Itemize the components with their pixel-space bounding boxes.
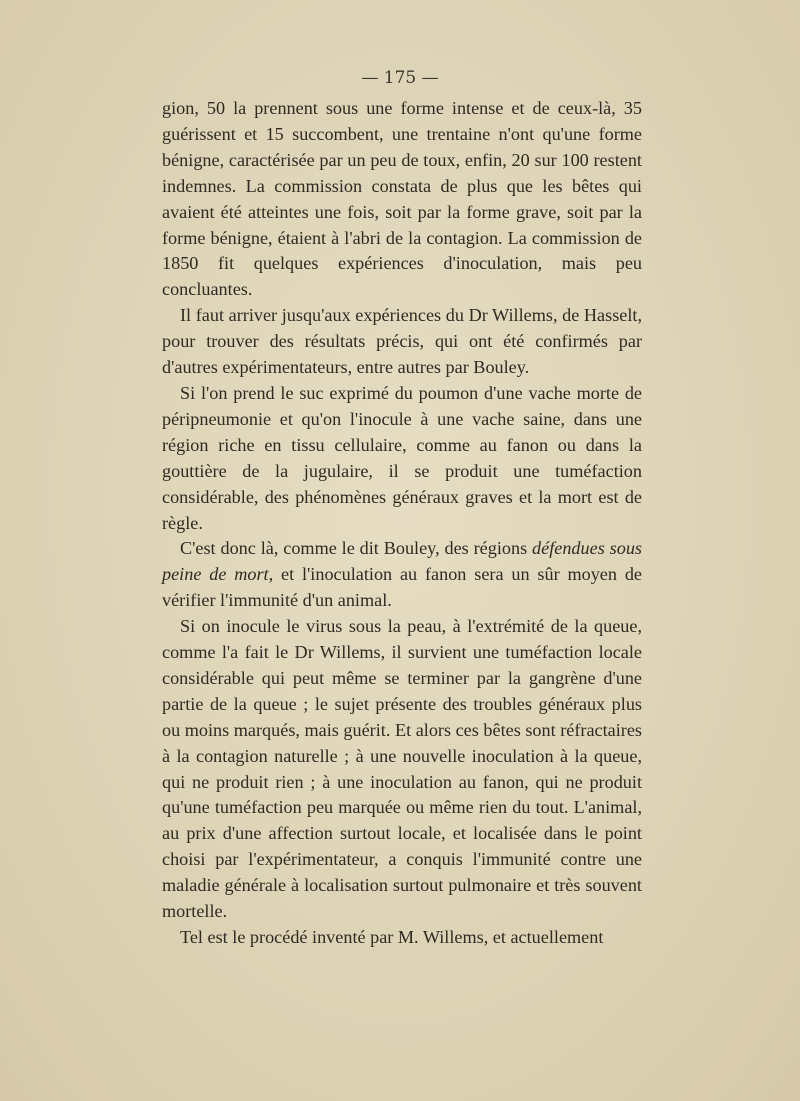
paragraph-4-after: , et l'inoculation au fanon sera un sûr moyen de vérifier l'immunité d'un animal. <box>162 564 642 611</box>
paragraph-2: Il faut arriver jusqu'aux expériences du Dr Willems, de Hasselt, pour trouver des résultats précis, qui ont été confirmés par d'autres expérimentateurs, entre autres par Bouley. <box>162 305 642 378</box>
page-number: — 175 — <box>361 68 439 88</box>
paragraph-5: Si on inocule le virus sous la peau, à l'extrémité de la queue, comme l'a fait le Dr Willems, il survient une tuméfaction locale considérable qui peut même se terminer par la gangrène d'une partie de la queue ; le sujet présente des troubles généraux plus ou moins marqués, mais guérit. Et alors ces bêtes sont réfractaires à la contagion naturelle ; à une nouvelle inoculation à la queue, qui ne produit rien ; à une inoculation au fanon, qui ne produit qu'une tuméfaction peu marquée ou même rien du tout. L'animal, au prix d'une affection surtout locale, et localisée dans le point choisi par l'expérimentateur, a conquis l'immunité contre une maladie générale à localisation surtout pulmonaire et très souvent mortelle. <box>162 616 642 922</box>
paragraph-4-emphasis: défendues sous peine de mort <box>162 538 642 585</box>
body-text <box>162 96 642 951</box>
paragraph-6: Tel est le procédé inventé par M. Willems, et actuellement <box>180 927 604 947</box>
paragraph-4-before: C'est donc là, comme le dit Bouley, des régions <box>180 538 533 559</box>
paragraph-1: gion, 50 la prennent sous une forme intense et de ceux-là, 35 guérissent et 15 succombent, une trentaine n'ont qu'une forme bénigne, caractérisée par un peu de toux, enfin, 20 sur 100 restent indemnes. La commission constata de plus que les bêtes qui avaient été atteintes une fois, soit par la forme grave, soit par la forme bénigne, étaient à l'abri de la contagion. La commission de 1850 fit quelques expériences d'inoculation, mais peu concluantes. <box>162 98 642 300</box>
paragraph-4 <box>162 536 642 614</box>
paragraph-3: Si l'on prend le suc exprimé du poumon d'une vache morte de péripneumonie et qu'on l'inocule à une vache saine, dans une région riche en tissu cellulaire, comme au fanon ou dans la gouttière de la jugulaire, il se produit une tuméfaction considérable, des phénomènes généraux graves et la mort est de règle. <box>162 382 642 533</box>
